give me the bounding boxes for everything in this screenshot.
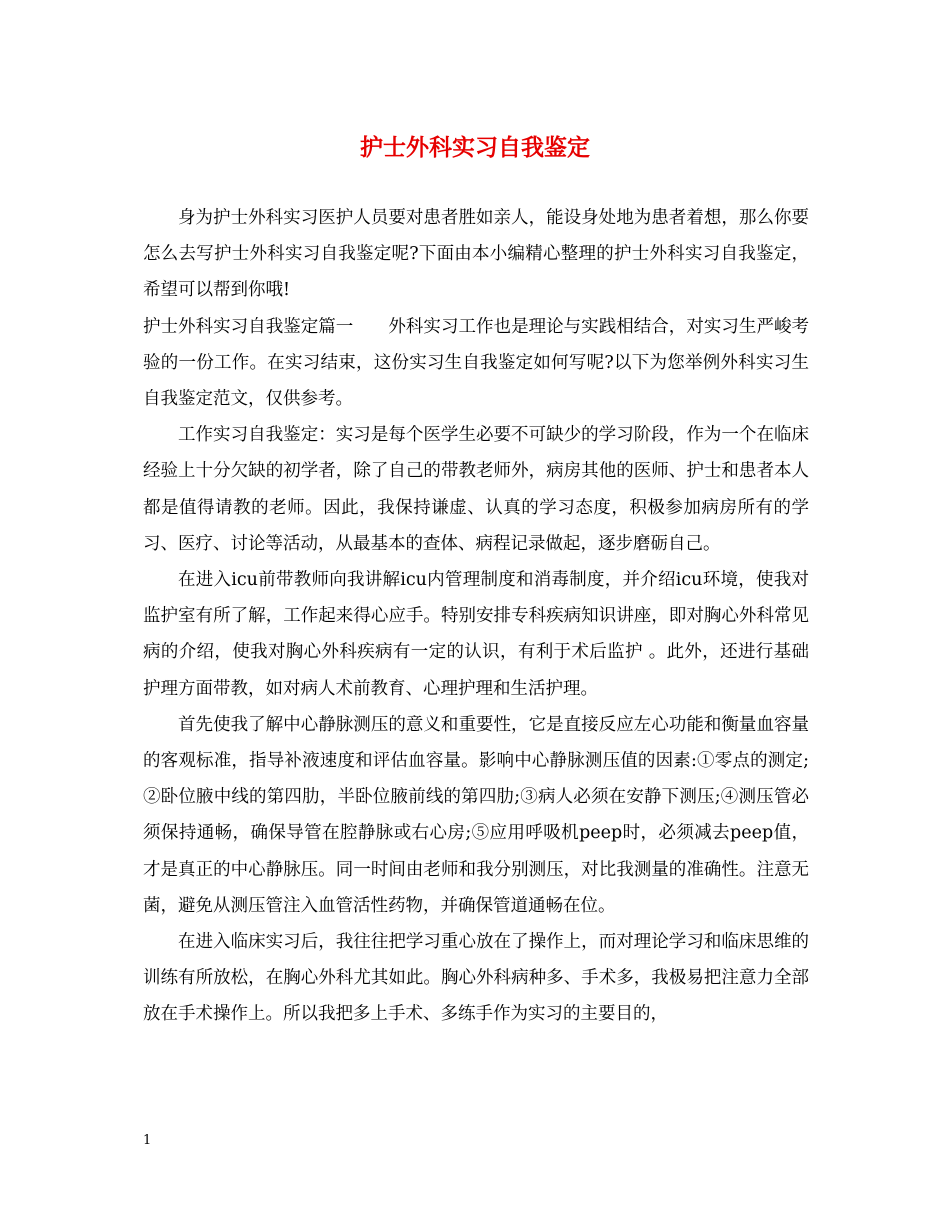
paragraph: 在进入临床实习后，我往往把学习重心放在了操作上，而对理论学习和临床思维的训练有所放松，在胸心外科尤其如此。胸心外科病种多、手术多，我极易把注意力全部放在手术操作上。所以我把多上手术、多练手作为实习的主要目的， [143, 932, 809, 1025]
document-title: 护士外科实习自我鉴定 [360, 134, 590, 161]
document-body [143, 200, 809, 1033]
paragraph: 护士外科实习自我鉴定篇一 外科实习工作也是理论与实践相结合，对实习生严峻考验的一份工作。在实习结束，这份实习生自我鉴定如何写呢?以下为您举例外科实习生自我鉴定范文，仅供参考。 [143, 316, 809, 410]
paragraph: 首先使我了解中心静脉测压的意义和重要性，它是直接反应左心功能和衡量血容量的客观标准，指导补液速度和评估血容量。影响中心静脉测压值的因素:①零点的测定;②卧位腋中线的第四肋，半卧位腋前线的第四肋;③病人必须在安静下测压;④测压管必须保持通畅，确保导管在腔静脉或右心房;⑤应用呼吸机peep时，必须减去peep值，才是真正的中心静脉压。同一时间由老师和我分别测压，对比我测量的准确性。注意无菌，避免从测压管注入血管活性药物，并确保管道通畅在位。 [143, 714, 809, 916]
paragraph: 工作实习自我鉴定：实习是每个医学生必要不可缺少的学习阶段，作为一个在临床经验上十分欠缺的初学者，除了自己的带教老师外，病房其他的医师、护士和患者本人都是值得请教的老师。因此，我保持谦虚、认真的学习态度，积极参加病房所有的学习、医疗、讨论等活动，从最基本的查体、病程记录做起，逐步磨砺自己。 [143, 425, 809, 554]
page-number: 1 [143, 1133, 152, 1148]
paragraph: 在进入icu前带教师向我讲解icu内管理制度和消毒制度，并介绍icu环境，使我对监护室有所了解，工作起来得心应手。特别安排专科疾病知识讲座，即对胸心外科常见病的介绍，使我对胸心外科疾病有一定的认识，有利于术后监护 。此外，还进行基础护理方面带教，如对病人术前教育、心理护理和生活护理。 [143, 570, 809, 699]
paragraph: 身为护士外科实习医护人员要对患者胜如亲人，能设身处地为患者着想，那么你要怎么去写护士外科实习自我鉴定呢?下面由本小编精心整理的护士外科实习自我鉴定，希望可以帮到你哦! [143, 208, 809, 301]
